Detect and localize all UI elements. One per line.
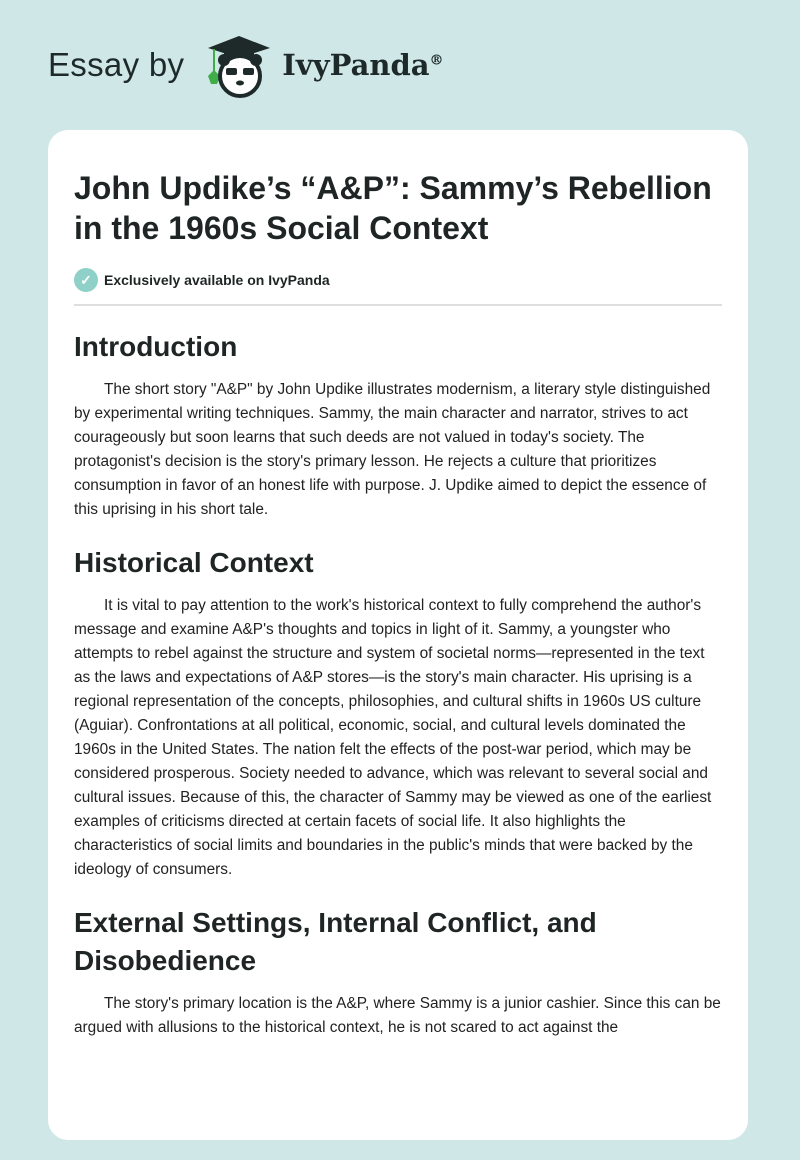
section-heading: Historical Context (74, 547, 314, 578)
check-icon: ✓ (74, 268, 98, 292)
section-heading: External Settings, Internal Conflict, and Disobedience (74, 907, 597, 976)
essay-by-label: Essay by (48, 46, 185, 83)
exclusive-label: Exclusively available on IvyPanda (104, 272, 330, 288)
essay-title: John Updike’s “A&P”: Sammy’s Rebellion in the 1960s Social Context (74, 170, 712, 246)
section-paragraph: The short story "A&P" by John Updike illustrates modernism, a literary style distinguished by experimental writing techniques. Sammy, the main character and narrator, strives to act courageously but soon learns that such deeds are not valued in today's society. The protagonist's decision is the story's primary lesson. He rejects a culture that prioritizes consumption in favor of an honest life with purpose. J. Updike aimed to depict the essence of this uprising in his short tale. (74, 381, 711, 518)
section-paragraph: It is vital to pay attention to the work's historical context to fully comprehend the author's message and examine A&P's thoughts and topics in light of it. Sammy, a youngster who attempts to rebel against the structure and system of societal norms—represented in the text as the laws and expectations of A&P stores—is the story's main character. His uprising is a regional representation of the concepts, philosophies, and cultural shifts in 1960s US culture (Aguiar). Confrontations at all political, economic, social, and cultural levels dominated the 1960s in the United States. The nation felt the effects of the post-war period, which may be considered prosperous. Society needed to advance, which was relevant to several social and cultural issues. Because of this, the character of Sammy may be viewed as one of the earliest examples of criticisms directed at certain facets of social life. It also highlights the characteristics of social limits and boundaries in the public's minds that were backed by the ideology of consumers. (74, 597, 712, 878)
brand-name: IvyPanda® (282, 48, 444, 82)
ivypanda-logo[interactable] (204, 30, 443, 100)
section-heading: Introduction (74, 331, 238, 362)
panda-graduate-icon (204, 30, 274, 100)
divider (74, 304, 722, 306)
site-header (48, 30, 444, 100)
essay-card (48, 130, 748, 1140)
exclusive-badge (74, 268, 722, 292)
section-paragraph: The story's primary location is the A&P, where Sammy is a junior cashier. Since this can be argued with allusions to the historical context, he is not scared to act against the (74, 995, 721, 1036)
